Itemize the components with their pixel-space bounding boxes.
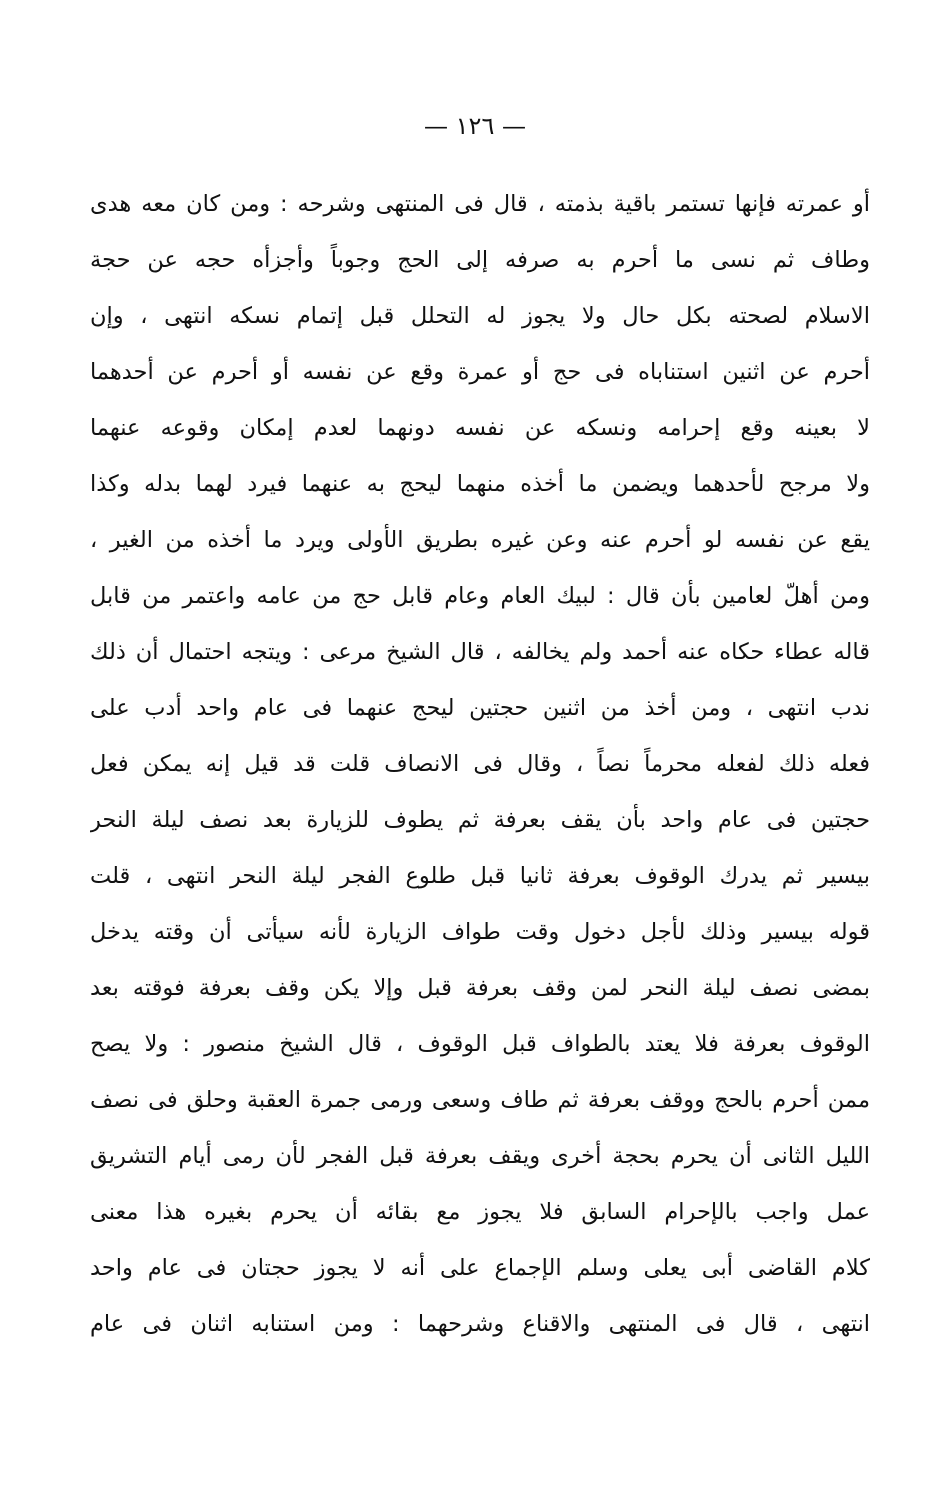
text-line: كلام القاضى أبى يعلى وسلم الإجماع على أنه لا يجوز حجتان فى عام واحد xyxy=(90,1255,870,1281)
text-line: الاسلام لصحته بكل حال ولا يجوز له التحلل قبل إتمام نسكه انتهى ، وإن xyxy=(90,303,870,329)
body-text xyxy=(90,176,870,1352)
text-line: وطاف ثم نسى ما أحرم به صرفه إلى الحج وجوباً وأجزأه حجه عن حجة xyxy=(90,247,870,273)
text-line: انتهى ، قال فى المنتهى والاقناع وشرحهما : ومن استنابه اثنان فى عام xyxy=(90,1311,870,1337)
text-line: يقع عن نفسه لو أحرم عنه وعن غيره بطريق الأولى ويرد ما أخذه من الغير ، xyxy=(90,527,870,553)
text-line: ولا مرجح لأحدهما ويضمن ما أخذه منهما ليحج به عنهما فيرد لهما بدله وكذا xyxy=(90,471,870,497)
text-line: ومن أهلّ لعامين بأن قال : لبيك العام وعام قابل حج من عامه واعتمر من قابل xyxy=(90,583,870,609)
text-line: الوقوف بعرفة فلا يعتد بالطواف قبل الوقوف ، قال الشيخ منصور : ولا يصح xyxy=(90,1031,870,1057)
text-line: ندب انتهى ، ومن أخذ من اثنين حجتين ليحج عنهما فى عام واحد أدب على xyxy=(90,695,870,721)
text-line: بمضى نصف ليلة النحر لمن وقف بعرفة قبل وإلا يكن وقف بعرفة فوقته بعد xyxy=(90,975,870,1001)
page-number: — ١٢٦ — xyxy=(424,112,526,140)
text-line: ممن أحرم بالحج ووقف بعرفة ثم طاف وسعى ورمى جمرة العقبة وحلق فى نصف xyxy=(90,1087,870,1113)
text-line: حجتين فى عام واحد بأن يقف بعرفة ثم يطوف للزيارة بعد نصف ليلة النحر xyxy=(90,807,870,833)
text-line: عمل واجب بالإحرام السابق فلا يجوز مع بقائه أن يحرم بغيره هذا معنى xyxy=(90,1199,870,1225)
text-line: الليل الثانى أن يحرم بحجة أخرى ويقف بعرفة قبل الفجر لأن رمى أيام التشريق xyxy=(90,1143,870,1169)
text-line: أو عمرته فإنها تستمر باقية بذمته ، قال فى المنتهى وشرحه : ومن كان معه هدى xyxy=(90,191,870,217)
text-line: فعله ذلك لفعله محرماً نصاً ، وقال فى الانصاف قلت قد قيل إنه يمكن فعل xyxy=(90,751,870,777)
text-line: قوله بيسير وذلك لأجل دخول وقت طواف الزيارة لأنه سيأتى أن وقته يدخل xyxy=(90,919,870,945)
text-line: أحرم عن اثنين استناباه فى حج أو عمرة وقع عن نفسه أو أحرم عن أحدهما xyxy=(90,359,870,385)
text-line: بيسير ثم يدرك الوقوف بعرفة ثانيا قبل طلوع الفجر ليلة النحر انتهى ، قلت xyxy=(90,863,870,889)
text-line: لا بعينه وقع إحرامه ونسكه عن نفسه دونهما لعدم إمكان وقوعه عنهما xyxy=(90,415,870,441)
text-line: قاله عطاء حكاه عنه أحمد ولم يخالفه ، قال الشيخ مرعى : ويتجه احتمال أن ذلك xyxy=(90,639,870,665)
